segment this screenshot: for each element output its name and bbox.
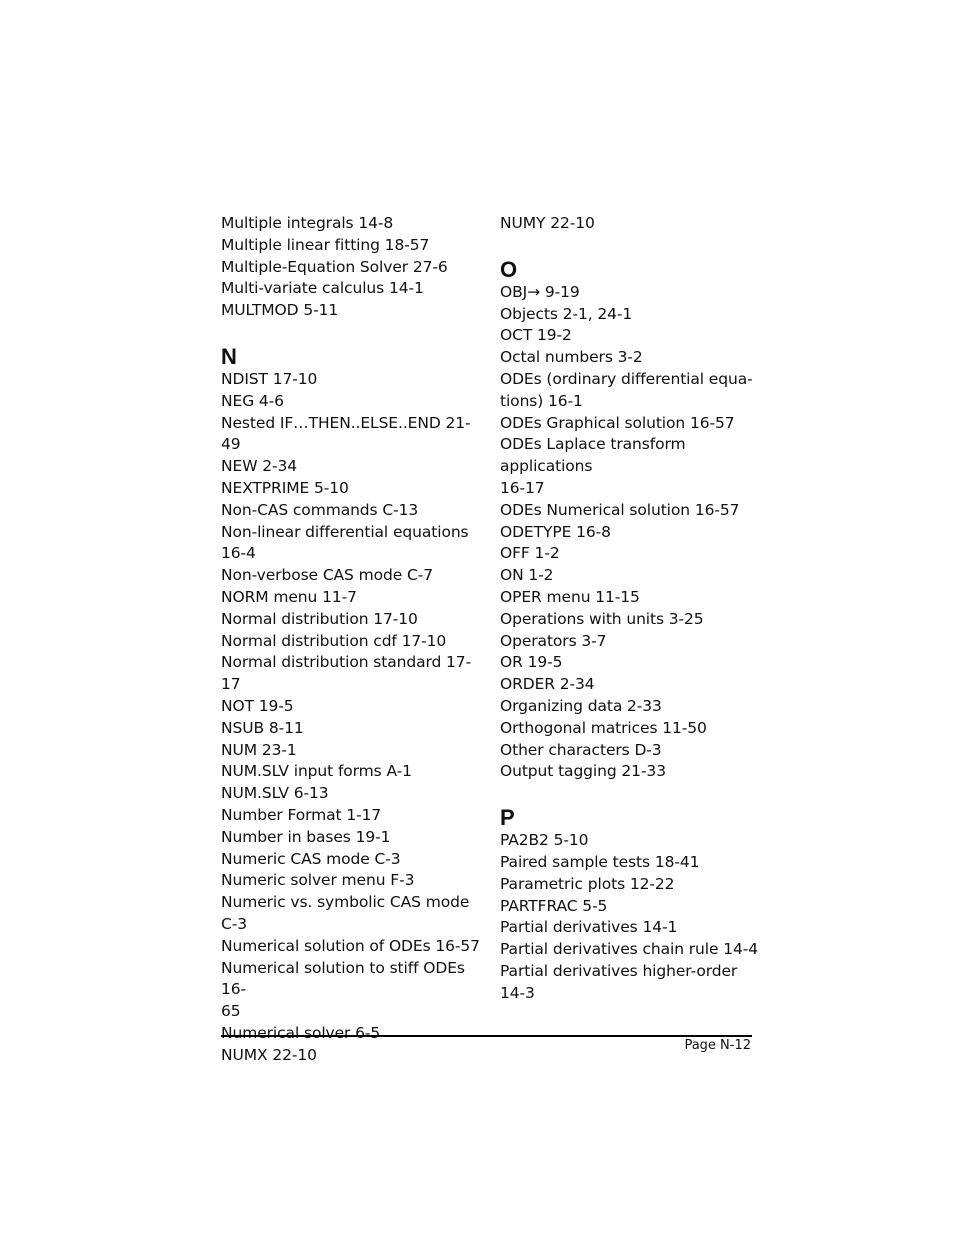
index-entry: ODEs (ordinary differential equa- tions) 16-1	[500, 369, 753, 410]
index-entry: Other characters D-3	[500, 740, 662, 759]
page-number: Page N-12	[684, 1038, 751, 1053]
index-entry: ORDER 2-34	[500, 675, 595, 694]
index-entry: Multiple integrals 14-8	[221, 214, 394, 232]
index-entry: NUM.SLV 6-13	[221, 784, 329, 803]
index-entry: PARTFRAC 5-5	[500, 896, 608, 915]
index-entry: Output tagging 21-33	[500, 762, 666, 781]
index-entry: NUM 23-1	[221, 740, 297, 759]
section-letter-o: O	[500, 256, 518, 282]
index-entry: NUMY 22-10	[500, 214, 595, 232]
index-entry: Normal distribution 17-10	[221, 609, 418, 628]
index-entry: OFF 1-2	[500, 544, 560, 563]
index-entry: OR 19-5	[500, 653, 563, 672]
index-entry: Operations with units 3-25	[500, 609, 704, 628]
index-entry: NUM.SLV input forms A-1	[221, 762, 412, 781]
index-entry: NSUB 8-11	[221, 718, 304, 737]
index-entry: Operators 3-7	[500, 631, 607, 650]
index-entry: ODEs Numerical solution 16-57	[500, 500, 740, 519]
index-entry: Organizing data 2-33	[500, 696, 662, 715]
section-letter-p: P	[500, 805, 515, 831]
index-entry: Orthogonal matrices 11-50	[500, 718, 707, 737]
index-entry: Number Format 1-17	[221, 805, 382, 824]
index-column-right	[500, 213, 762, 1005]
index-entry: Normal distribution standard 17-17	[221, 653, 472, 694]
index-entry: Partial derivatives 14-1	[500, 918, 678, 937]
index-entry: Number in bases 19-1	[221, 827, 391, 846]
index-entry: ODEs Laplace transform applications 16-17	[500, 435, 686, 497]
index-entry: Multiple linear fitting 18-57	[221, 235, 430, 254]
index-entry: Nested IF…THEN..ELSE..END 21-49	[221, 413, 471, 454]
index-entry: NUMX 22-10	[221, 1045, 317, 1064]
index-entry: Numeric solver menu F-3	[221, 871, 415, 890]
index-entry: Multi-variate calculus 14-1	[221, 279, 424, 298]
index-entry: Non-linear differential equations 16-4	[221, 522, 469, 563]
index-entry: Non-CAS commands C-13	[221, 500, 419, 519]
index-entry: NDIST 17-10	[221, 369, 318, 388]
index-entry: Numeric vs. symbolic CAS mode C-3	[221, 893, 470, 933]
index-entry: NEXTPRIME 5-10	[221, 478, 349, 497]
index-entry: ODEs Graphical solution 16-57	[500, 413, 735, 432]
index-entry: Normal distribution cdf 17-10	[221, 631, 447, 650]
index-entry: NORM menu 11-7	[221, 587, 357, 606]
index-entry: Numerical solution to stiff ODEs 16- 65	[221, 958, 465, 1021]
index-entry: Objects 2-1, 24-1	[500, 304, 633, 323]
footer-rule	[221, 1035, 752, 1037]
index-entry: Non-verbose CAS mode C-7	[221, 566, 433, 585]
index-entry: OPER menu 11-15	[500, 587, 640, 606]
index-entry: OBJ→ 9-19	[500, 282, 580, 301]
index-entry: NEG 4-6	[221, 391, 284, 410]
index-entry: Numeric CAS mode C-3	[221, 849, 401, 868]
index-entry: OCT 19-2	[500, 326, 572, 345]
index-entry: Octal numbers 3-2	[500, 348, 643, 367]
index-entry: ODETYPE 16-8	[500, 522, 611, 541]
index-entry: NOT 19-5	[221, 696, 294, 715]
index-entry: Multiple-Equation Solver 27-6	[221, 257, 448, 276]
index-entry: NEW 2-34	[221, 457, 298, 476]
index-entry: Partial derivatives chain rule 14-4	[500, 940, 759, 959]
index-entry: Partial derivatives higher-order 14-3	[500, 961, 738, 1002]
index-entry: Paired sample tests 18-41	[500, 852, 700, 871]
index-entry: Numerical solution of ODEs 16-57	[221, 936, 480, 955]
index-entry: PA2B2 5-10	[500, 831, 589, 850]
section-letter-n: N	[221, 343, 237, 369]
index-entry: Numerical solver 6-5	[221, 1023, 381, 1042]
index-column-left	[221, 213, 483, 1066]
index-entry: Parametric plots 12-22	[500, 874, 675, 893]
index-entry: ON 1-2	[500, 566, 554, 585]
index-entry: MULTMOD 5-11	[221, 301, 339, 320]
